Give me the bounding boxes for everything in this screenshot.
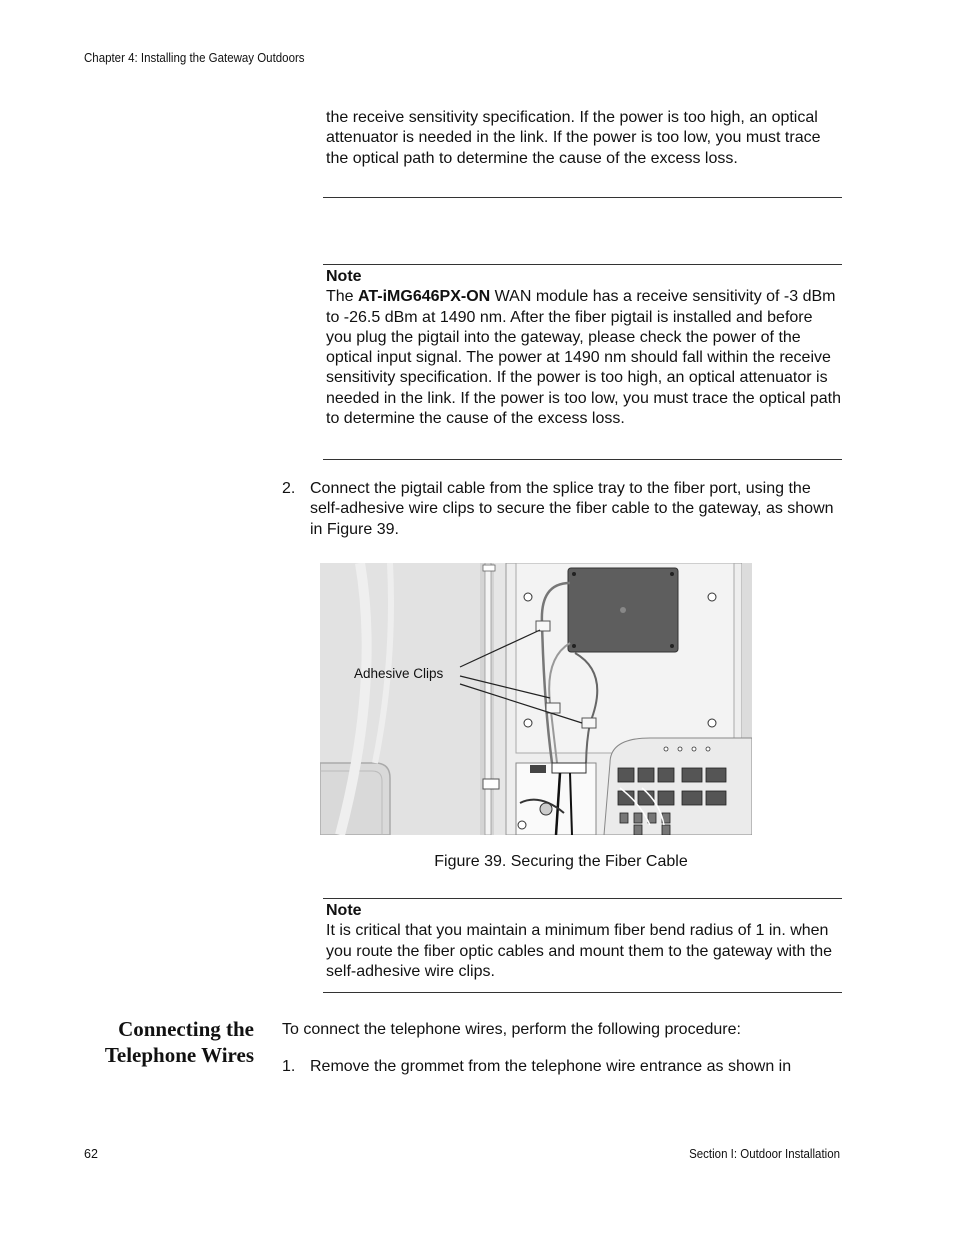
continued-paragraph: the receive sensitivity specification. If the power is too high, an optical attenuator is needed in the link. If the power is too low, you must trace the optical path to determine the cause of the excess loss. <box>326 109 821 167</box>
note-bottom-rule <box>323 992 842 993</box>
step-text: Remove the grommet from the telephone wire entrance as shown in <box>310 1058 792 1075</box>
note-box <box>326 267 842 429</box>
note-top-rule <box>323 898 842 899</box>
running-header: Chapter 4: Installing the Gateway Outdoors <box>84 51 305 65</box>
note-body: It is critical that you maintain a minimum fiber bend radius of 1 in. when you route the fiber optic cables and mount them to the gateway with the self-adhesive wire clips. <box>326 922 833 980</box>
note-title: Note <box>326 902 362 919</box>
model-name: AT-iMG646PX-ON <box>358 288 491 306</box>
note-body <box>326 287 842 429</box>
note-box <box>326 901 842 982</box>
note-intro: The <box>326 288 359 306</box>
section-heading <box>14 1016 254 1068</box>
step-number: 1. <box>282 1058 296 1075</box>
section-intro: To connect the telephone wires, perform the following procedure: <box>282 1021 741 1038</box>
note-text: WAN module has a receive sensitivity of -3 dBm to -26.5 dBm at 1490 nm. After the fiber pigtail is installed and before you plug the pigtail into the gateway, please check the power of the optical input signal. The power at 1490 nm should fall within the receive sensitivity specification. If the power is too high, an optical attenuator is needed in the link. If the power is too low, you must trace the optical path to determine the cause of the excess loss. <box>326 288 841 428</box>
page-number: 62 <box>84 1147 98 1161</box>
fiber-cable-figure <box>320 563 752 835</box>
divider-rule <box>323 197 842 198</box>
step-number: 2. <box>282 480 296 497</box>
section-footer: Section I: Outdoor Installation <box>689 1147 840 1161</box>
section-heading-line: Connecting the <box>118 1017 254 1041</box>
note-top-rule <box>323 264 842 265</box>
note-bottom-rule <box>323 459 842 460</box>
figure-caption: Figure 39. Securing the Fiber Cable <box>434 853 688 870</box>
note-title: Note <box>326 268 362 285</box>
step-text: Connect the pigtail cable from the splice tray to the fiber port, using the self-adhesive wire clips to secure the fiber cable to the gateway, as shown in Figure 39. <box>310 480 834 538</box>
figure-callout: Adhesive Clips <box>354 666 444 681</box>
section-heading-line: Telephone Wires <box>104 1043 254 1067</box>
